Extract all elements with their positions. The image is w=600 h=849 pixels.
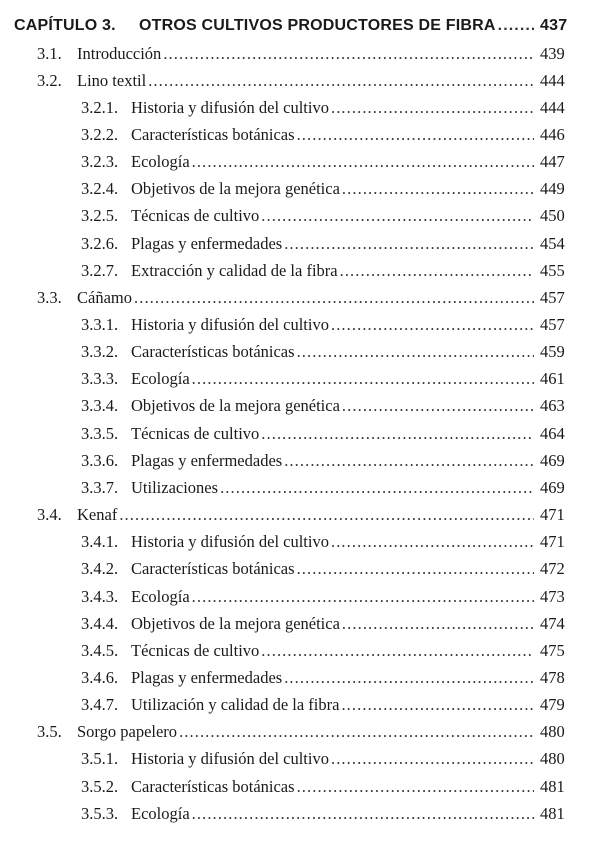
toc-subsection-entry	[0, 175, 600, 202]
entry-title: Técnicas de cultivo	[131, 640, 260, 660]
toc-section-entry	[0, 718, 600, 745]
entry-page-number: 481	[540, 803, 565, 823]
dot-leader	[192, 148, 534, 175]
entry-title: Kenaf	[77, 505, 118, 525]
dot-leader	[148, 67, 534, 94]
entry-title: Objetivos de la mejora genética	[131, 179, 340, 199]
dot-leader	[498, 12, 534, 39]
toc-subsection-entry	[0, 202, 600, 229]
dot-leader	[261, 637, 534, 664]
toc-subsection-entry	[0, 745, 600, 772]
dot-leader	[220, 474, 534, 501]
dot-leader	[119, 501, 534, 528]
entry-title: Características botánicas	[131, 342, 295, 362]
entry-page-number: 444	[540, 97, 565, 117]
entry-number: 3.3.7.	[81, 477, 119, 497]
chapter-label: CAPÍTULO 3.	[14, 17, 116, 34]
entry-title: Plagas y enfermedades	[131, 233, 283, 253]
entry-number: 3.3.1.	[81, 315, 119, 334]
dot-leader	[331, 94, 534, 121]
entry-page-number: 459	[540, 342, 565, 362]
entry-number: 3.2.1.	[81, 97, 119, 117]
dot-leader	[179, 718, 534, 745]
chapter-title: OTROS CULTIVOS PRODUCTORES DE FIBRA	[139, 17, 496, 34]
entry-page-number: 472	[540, 559, 565, 579]
entry-page-number: 454	[540, 233, 565, 253]
entry-number: 3.5.	[37, 722, 62, 742]
entry-number: 3.2.7.	[81, 260, 119, 280]
entry-number: 3.3.5.	[81, 423, 119, 443]
toc-subsection-entry	[0, 800, 600, 827]
entry-title: Historia y difusión del cultivo	[131, 749, 329, 769]
entry-number: 3.3.4.	[81, 396, 119, 416]
dot-leader	[192, 583, 534, 610]
entry-page-number: 457	[540, 315, 565, 334]
entry-page-number: 463	[540, 396, 565, 416]
dot-leader	[134, 284, 534, 311]
entry-title: Técnicas de cultivo	[131, 206, 260, 226]
entry-number: 3.5.1.	[81, 749, 119, 769]
entry-title: Características botánicas	[131, 776, 295, 796]
entry-number: 3.4.3.	[81, 586, 119, 606]
entry-title: Historia y difusión del cultivo	[131, 315, 329, 334]
toc-subsection-entry	[0, 555, 600, 582]
entry-number: 3.3.6.	[81, 450, 119, 470]
entry-number: 3.2.6.	[81, 233, 119, 253]
entry-page-number: 481	[540, 776, 565, 796]
entry-number: 3.3.	[37, 287, 62, 307]
entry-title: Técnicas de cultivo	[131, 423, 260, 443]
entry-title: Sorgo papelero	[77, 722, 178, 742]
dot-leader	[342, 175, 534, 202]
entry-page-number: 439	[540, 43, 565, 63]
toc-section-entry	[0, 501, 600, 528]
entry-page-number: 480	[540, 722, 565, 742]
toc-subsection-entry	[0, 230, 600, 257]
dot-leader	[341, 691, 534, 718]
entry-number: 3.3.3.	[81, 369, 119, 389]
entry-number: 3.1.	[37, 43, 62, 63]
entry-title: Plagas y enfermedades	[131, 450, 283, 470]
entry-title: Utilización y calidad de la fibra	[131, 695, 340, 715]
entry-page-number: 475	[540, 640, 565, 660]
dot-leader	[284, 664, 534, 691]
dot-leader	[340, 257, 534, 284]
toc-subsection-entry	[0, 528, 600, 555]
entry-page-number: 469	[540, 450, 565, 470]
toc-subsection-entry	[0, 773, 600, 800]
entry-page-number: 450	[540, 206, 565, 226]
entry-title: Objetivos de la mejora genética	[131, 613, 340, 633]
entry-title: Introducción	[77, 43, 162, 63]
entry-page-number: 464	[540, 423, 565, 443]
dot-leader	[331, 311, 534, 338]
toc-subsection-entry	[0, 148, 600, 175]
dot-leader	[261, 202, 534, 229]
entry-page-number: 446	[540, 124, 565, 144]
entry-number: 3.4.6.	[81, 667, 119, 687]
entry-number: 3.5.2.	[81, 776, 119, 796]
dot-leader	[331, 528, 534, 555]
toc-subsection-entry	[0, 257, 600, 284]
toc-subsection-entry	[0, 583, 600, 610]
toc-subsection-entry	[0, 474, 600, 501]
entry-number: 3.5.3.	[81, 803, 119, 823]
entry-title: Ecología	[131, 152, 190, 172]
toc-subsection-entry	[0, 664, 600, 691]
entry-number: 3.2.2.	[81, 124, 119, 144]
entry-page-number: 469	[540, 477, 565, 497]
entry-title: Utilizaciones	[131, 477, 219, 497]
entry-title: Historia y difusión del cultivo	[131, 97, 329, 117]
entry-number: 3.4.1.	[81, 532, 119, 552]
entry-page-number: 457	[540, 287, 565, 307]
entry-title: Ecología	[131, 803, 190, 823]
entry-number: 3.4.5.	[81, 640, 119, 660]
toc-subsection-entry	[0, 94, 600, 121]
toc-subsection-entry	[0, 121, 600, 148]
dot-leader	[284, 447, 534, 474]
toc-subsection-entry	[0, 311, 600, 338]
entry-page-number: 471	[540, 505, 565, 525]
toc-subsection-entry	[0, 420, 600, 447]
toc-subsection-entry	[0, 637, 600, 664]
entry-number: 3.4.2.	[81, 559, 119, 579]
entry-page-number: 480	[540, 749, 565, 769]
dot-leader	[192, 365, 534, 392]
dot-leader	[192, 800, 534, 827]
dot-leader	[284, 230, 534, 257]
toc-section-entry	[0, 67, 600, 94]
dot-leader	[297, 555, 534, 582]
dot-leader	[342, 392, 534, 419]
entry-number: 3.4.4.	[81, 613, 119, 633]
entry-title: Historia y difusión del cultivo	[131, 532, 329, 552]
entry-number: 3.3.2.	[81, 342, 119, 362]
dot-leader	[297, 121, 534, 148]
toc-subsection-entry	[0, 392, 600, 419]
entry-page-number: 478	[540, 667, 565, 687]
entry-number: 3.4.	[37, 505, 62, 525]
toc-subsection-entry	[0, 365, 600, 392]
entry-number: 3.2.3.	[81, 152, 119, 172]
entry-page-number: 449	[540, 179, 565, 199]
entry-number: 3.4.7.	[81, 695, 119, 715]
entry-title: Ecología	[131, 369, 190, 389]
entry-title: Características botánicas	[131, 124, 295, 144]
entry-number: 3.2.	[37, 70, 62, 90]
entry-page-number: 471	[540, 532, 565, 552]
entry-page-number: 461	[540, 369, 565, 389]
dot-leader	[297, 773, 534, 800]
entry-page-number: 455	[540, 260, 565, 280]
entry-title: Cáñamo	[77, 287, 132, 307]
toc-subsection-entry	[0, 447, 600, 474]
entry-title: Plagas y enfermedades	[131, 667, 283, 687]
entry-number: 3.2.4.	[81, 179, 119, 199]
entry-page-number: 447	[540, 152, 565, 172]
entry-number: 3.2.5.	[81, 206, 119, 226]
entry-page-number: 474	[540, 613, 565, 633]
toc-subsection-entry	[0, 338, 600, 365]
dot-leader	[163, 40, 534, 67]
dot-leader	[342, 610, 534, 637]
chapter-heading	[0, 12, 600, 39]
toc-subsection-entry	[0, 691, 600, 718]
dot-leader	[297, 338, 534, 365]
entry-title: Lino textil	[77, 70, 147, 90]
toc-section-entry	[0, 284, 600, 311]
entry-title: Objetivos de la mejora genética	[131, 396, 340, 416]
toc-subsection-entry	[0, 610, 600, 637]
dot-leader	[261, 420, 534, 447]
entry-page-number: 444	[540, 70, 565, 90]
entry-page-number: 479	[540, 695, 565, 715]
entry-title: Extracción y calidad de la fibra	[131, 260, 338, 280]
entry-title: Ecología	[131, 586, 190, 606]
entry-title: Características botánicas	[131, 559, 295, 579]
toc-section-entry	[0, 40, 600, 67]
chapter-page-number: 437	[540, 17, 568, 34]
dot-leader	[331, 745, 534, 772]
entry-page-number: 473	[540, 586, 565, 606]
